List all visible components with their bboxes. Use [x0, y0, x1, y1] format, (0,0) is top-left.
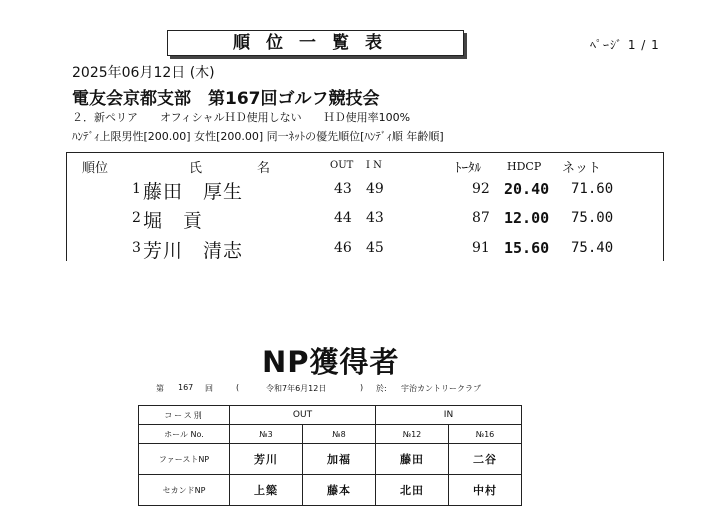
np-second-hole-3: 上簗	[230, 475, 303, 506]
np-second-hole-8: 藤本	[303, 475, 376, 506]
row-3-net: 75.40	[571, 240, 614, 256]
row-3-rank: 3	[132, 240, 141, 256]
event-name: 電友会京都支部 第167回ゴルフ競技会	[72, 89, 380, 109]
np-second-label: セカンドNP	[139, 475, 230, 506]
np-sub-paren-open: (	[236, 383, 240, 392]
row-2-in: 43	[366, 210, 384, 226]
np-sub-date: 令和7年6月12日	[266, 384, 327, 393]
col-header-name-1: 氏	[189, 161, 203, 176]
np-first-hole-3: 芳川	[230, 444, 303, 475]
np-hole-label: ホール No.	[139, 425, 230, 444]
np-course-row	[139, 406, 522, 425]
np-sub-venue: 宇治カントリークラブ	[401, 384, 481, 393]
row-2-rank: 2	[132, 210, 141, 226]
np-sub-kai: 回	[205, 384, 213, 393]
col-header-net: ネット	[562, 161, 602, 176]
row-3-in: 45	[366, 240, 384, 256]
row-1-in: 49	[366, 181, 384, 197]
col-header-in: I N	[366, 160, 382, 171]
row-3-name: 芳川 清志	[143, 240, 244, 262]
row-2-net: 75.00	[571, 210, 614, 226]
report-title: 順位一覧表	[167, 30, 464, 56]
np-in-label: IN	[376, 406, 522, 425]
col-header-name-2: 名	[257, 161, 271, 176]
col-header-total: ﾄｰﾀﾙ	[455, 161, 481, 176]
np-table	[138, 405, 522, 506]
np-hole-row	[139, 425, 522, 444]
np-sub-at: 於:	[376, 384, 387, 393]
row-1-rank: 1	[132, 181, 141, 197]
np-out-label: OUT	[230, 406, 376, 425]
row-1-hdcp: 20.40	[504, 180, 550, 198]
row-1-out: 43	[334, 181, 352, 197]
row-3-total: 91	[472, 240, 490, 256]
col-header-rank: 順位	[82, 161, 109, 176]
np-first-label: ファーストNP	[139, 444, 230, 475]
np-hole-3: №3	[230, 425, 303, 444]
rules-line-1: ２．新ペリア オフィシャルＨＤ使用しない ＨＤ使用率100%	[72, 111, 411, 124]
np-hole-8: №8	[303, 425, 376, 444]
report-date: 2025年06月12日 (木)	[72, 65, 215, 81]
np-first-hole-8: 加福	[303, 444, 376, 475]
np-first-row	[139, 444, 522, 475]
np-sub-paren-close: )	[360, 383, 364, 392]
page-number: ﾍﾟｰｼﾞ 1 / 1	[590, 38, 660, 52]
np-first-hole-16: 二谷	[449, 444, 522, 475]
np-first-hole-12: 藤田	[376, 444, 449, 475]
row-1-name: 藤田 厚生	[143, 181, 244, 203]
np-sub-dai: 第	[156, 384, 164, 393]
np-title: NP獲得者	[262, 345, 400, 379]
np-hole-16: №16	[449, 425, 522, 444]
rules-line-2: ﾊﾝﾃﾞｨ上限男性[200.00] 女性[200.00] 同一ﾈｯﾄの優先順位[ﾊﾝﾃﾞｨ順 年齢順]	[72, 130, 444, 143]
col-header-hdcp: HDCP	[507, 160, 542, 173]
row-3-out: 46	[334, 240, 352, 256]
row-2-name: 堀 貢	[143, 210, 204, 232]
np-second-row	[139, 475, 522, 506]
col-header-out: OUT	[330, 160, 354, 171]
np-second-hole-12: 北田	[376, 475, 449, 506]
row-2-hdcp: 12.00	[504, 209, 550, 227]
np-hole-12: №12	[376, 425, 449, 444]
row-1-net: 71.60	[571, 181, 614, 197]
np-sub-number: 167	[178, 383, 194, 392]
row-3-hdcp: 15.60	[504, 239, 550, 257]
np-second-hole-16: 中村	[449, 475, 522, 506]
row-2-out: 44	[334, 210, 352, 226]
row-2-total: 87	[472, 210, 490, 226]
np-course-label: コース別	[139, 406, 230, 425]
row-1-total: 92	[472, 181, 490, 197]
